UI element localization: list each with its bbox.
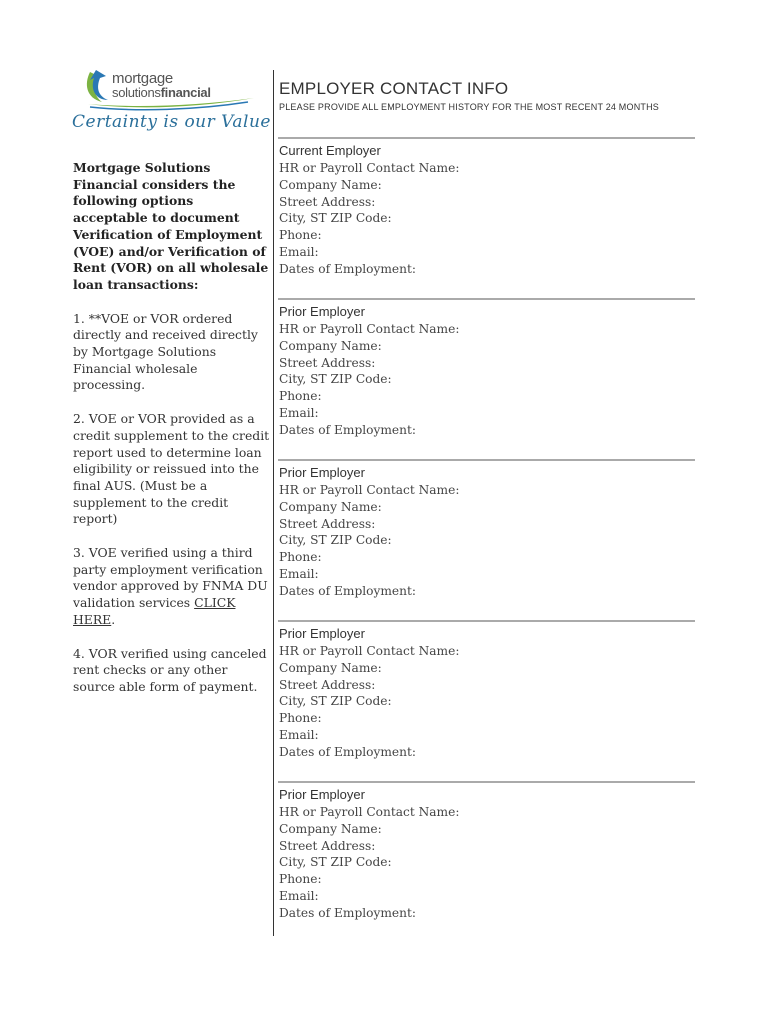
section-title: Prior Employer xyxy=(279,626,365,641)
phone-field[interactable]: Phone: xyxy=(279,711,322,726)
section-title: Prior Employer xyxy=(279,787,365,802)
column-divider xyxy=(273,70,274,936)
company-name-field[interactable]: Company Name: xyxy=(279,660,382,675)
street-address-field[interactable]: Street Address: xyxy=(279,516,376,531)
hr-contact-field[interactable]: HR or Payroll Contact Name: xyxy=(279,483,460,497)
logo-brand-line2: solutionsfinancial xyxy=(112,85,211,100)
email-field[interactable]: Email: xyxy=(279,727,319,742)
page-subtitle: PLEASE PROVIDE ALL EMPLOYMENT HISTORY FOR THE MOST RECENT 24 MONTHS xyxy=(279,102,659,112)
city-state-zip-field[interactable]: City, ST ZIP Code: xyxy=(279,372,392,387)
phone-field[interactable]: Phone: xyxy=(279,389,322,404)
employer-section-current xyxy=(278,137,695,278)
hr-contact-field[interactable]: HR or Payroll Contact Name: xyxy=(279,805,460,819)
section-title: Prior Employer xyxy=(279,465,365,480)
street-address-field[interactable]: Street Address: xyxy=(279,838,376,853)
employer-section-prior-1 xyxy=(278,298,695,439)
city-state-zip-field[interactable]: City, ST ZIP Code: xyxy=(279,533,392,548)
option-2: 2. VOE or VOR provided as a credit supplement to the credit report used to determine loan eligibility or reissued into the final AUS. (Must be a supplement to the credit report) xyxy=(73,411,270,527)
company-logo xyxy=(76,66,276,146)
city-state-zip-field[interactable]: City, ST ZIP Code: xyxy=(279,211,392,226)
section-rule xyxy=(278,620,695,622)
hr-contact-field[interactable]: HR or Payroll Contact Name: xyxy=(279,644,460,658)
city-state-zip-field[interactable]: City, ST ZIP Code: xyxy=(279,855,392,870)
email-field[interactable]: Email: xyxy=(279,888,319,903)
logo-brand-line1: mortgage xyxy=(112,70,173,87)
employer-section-prior-2 xyxy=(278,459,695,600)
street-address-field[interactable]: Street Address: xyxy=(279,677,376,692)
email-field[interactable]: Email: xyxy=(279,566,319,581)
street-address-field[interactable]: Street Address: xyxy=(279,194,376,209)
employer-section-prior-3 xyxy=(278,620,695,761)
dates-of-employment-field[interactable]: Dates of Employment: xyxy=(279,905,416,920)
section-rule xyxy=(278,298,695,300)
city-state-zip-field[interactable]: City, ST ZIP Code: xyxy=(279,694,392,709)
phone-field[interactable]: Phone: xyxy=(279,550,322,565)
company-name-field[interactable]: Company Name: xyxy=(279,821,382,836)
option-4: 4. VOR verified using canceled rent checks or any other source able form of payment. xyxy=(73,645,267,694)
page-title: EMPLOYER CONTACT INFO xyxy=(279,79,509,98)
phone-field[interactable]: Phone: xyxy=(279,872,322,887)
logo-tagline: Certainty is our Value xyxy=(72,112,271,132)
option-1: 1. **VOE or VOR ordered directly and received directly by Mortgage Solutions Financial wholesale processing. xyxy=(73,310,258,393)
company-name-field[interactable]: Company Name: xyxy=(279,177,382,192)
dates-of-employment-field[interactable]: Dates of Employment: xyxy=(279,583,416,598)
company-name-field[interactable]: Company Name: xyxy=(279,499,382,514)
street-address-field[interactable]: Street Address: xyxy=(279,355,376,370)
option-3: 3. VOE verified using a third party employment verification vendor approved by FNMA DU validation services CLICK HERE. xyxy=(73,545,268,627)
company-name-field[interactable]: Company Name: xyxy=(279,338,382,353)
employer-section-prior-4 xyxy=(278,781,695,922)
dates-of-employment-field[interactable]: Dates of Employment: xyxy=(279,261,416,276)
sidebar-instructions xyxy=(73,160,271,713)
hr-contact-field[interactable]: HR or Payroll Contact Name: xyxy=(279,322,460,336)
email-field[interactable]: Email: xyxy=(279,244,319,259)
section-rule xyxy=(278,781,695,783)
section-title: Prior Employer xyxy=(279,304,365,319)
email-field[interactable]: Email: xyxy=(279,405,319,420)
section-rule xyxy=(278,137,695,139)
intro-paragraph: Mortgage Solutions Financial considers the following options acceptable to document Verification of Employment (VOE) and/or Verification of Rent (VOR) on all wholesale loan transactions: xyxy=(73,160,269,292)
click-here-link[interactable]: CLICK HERE xyxy=(73,595,236,627)
dates-of-employment-field[interactable]: Dates of Employment: xyxy=(279,422,416,437)
section-title: Current Employer xyxy=(279,143,381,158)
hr-contact-field[interactable]: HR or Payroll Contact Name: xyxy=(279,161,460,175)
section-rule xyxy=(278,459,695,461)
dates-of-employment-field[interactable]: Dates of Employment: xyxy=(279,744,416,759)
phone-field[interactable]: Phone: xyxy=(279,228,322,243)
